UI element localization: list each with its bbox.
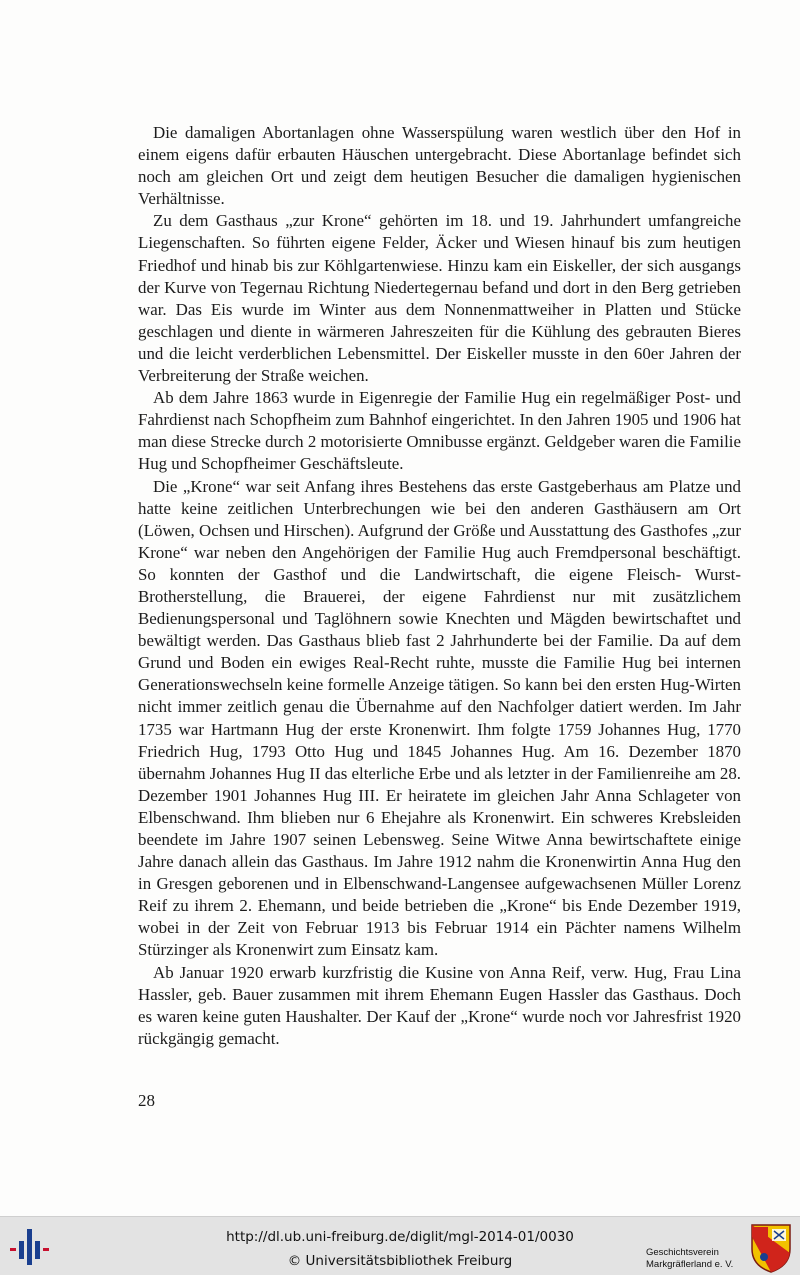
society-name [646,1247,746,1271]
society-name-line1: Geschichtsverein [646,1247,719,1258]
ub-freiburg-logo-icon[interactable] [10,1227,52,1267]
page-number: 28 [138,1091,155,1110]
paragraph-1: Die damaligen Abortanlagen ohne Wasserspülung waren westlich über den Hof in einem eigens dafür erbauten Häuschen untergebracht. Diese Abortanlage befindet sich noch am gleichen Ort und zeigt dem heutigen Besucher die damaligen hygienischen Verhältnisse. [138,123,741,209]
paragraph-4: Die „Krone“ war seit Anfang ihres Bestehens das erste Gastgeberhaus am Platze und hatte keine zeitlichen Unterbrechungen wie bei den anderen Gasthäusern am Ort (Löwen, Ochsen und Hirschen). Aufgrund der Größe und Ausstattung des Gasthofes „zur Krone“ war neben den Angehörigen der Familie Hug auch Fremdpersonal beschäftigt. So konnten der Gasthof und die Landwirtschaft, die eigene Fleisch- Wurst- Brotherstellung, die Brauerei, der eigene Fahrdienst nur mit zusätzlichem Bedienungspersonal und Taglöhnern sowie Knechten und Mägden bewirtschaftet und bewältigt werden. Das Gasthaus blieb fast 2 Jahrhunderte bei der Familie. Da auf dem Grund und Boden ein ewiges Real-Recht ruhte, musste die Familie Hug bei internen Generationswechseln keine formelle Anzeige tätigen. So kann bei den ersten Hug-Wirten nicht immer zeitlich genau die Übernahme auf den Nachfolger datiert werden. Im Jahr 1735 war Hartmann Hug der erste Kronenwirt. Ihm folgte 1759 Johannes Hug, 1770 Friedrich Hug, 1793 Otto Hug und 1845 Johannes Hug. Am 16. Dezember 1870 übernahm Johannes Hug II das elterliche Erbe und als letzter in der Familienreihe am 28. Dezember 1901 Johannes Hug III. Er heiratete im gleichen Jahr Anna Schlageter von Elbenschwand. Ihm blieben nur 6 Ehejahre als Kronenwirt. Ein schweres Krebsleiden beendete im Jahre 1907 seinen Lebensweg. Seine Witwe Anna bewirtschaftete einige Jahre danach allein das Gasthaus. Im Jahre 1912 nahm die Kronenwirtin Anna Hug den in Gresgen geborenen und in Elbenschwand-Langensee aufgewachsenen Müller Lorenz Reif zu ihrem 2. Ehemann, und beide betrieben die „Krone“ bis Ende Dezember 1919, wobei in der Zeit von Februar 1913 bis Februar 1914 ein Pächter namens Wilhelm Stürzinger als Kronenwirt zum Einsatz kam. [138,476,741,960]
body-text [138,122,741,1050]
paragraph-5: Ab Januar 1920 erwarb kurzfristig die Kusine von Anna Reif, verw. Hug, Frau Lina Hassler, geb. Bauer zusammen mit ihrem Ehemann Eugen Hassler das Gasthaus. Doch es waren keine guten Haushalter. Der Kauf der „Krone“ wurde noch vor Jahresfrist 1920 rückgängig gemacht. [138,962,741,1048]
paragraph-2: Zu dem Gasthaus „zur Krone“ gehörten im 18. und 19. Jahrhundert umfangreiche Liegenschaften. So führten eigene Felder, Äcker und Wiesen hinauf bis zum heutigen Friedhof und hinab bis zur Köhlgartenwiese. Hinzu kam ein Eiskeller, der sich ausgangs der Kurve von Tegernau Richtung Niedertegernau befand und dort in den Berg getrieben war. Das Eis wurde im Winter aus dem Nonnenmattweiher in Platten und Stücke geschlagen und diente in wärmeren Jahreszeiten für die Kühlung des gebrauten Bieres und die leicht verderblichen Lebensmittel. Der Eiskeller musste in den 60er Jahren der Verbreiterung der Straße weichen. [138,211,741,386]
permalink-url[interactable]: http://dl.ub.uni-freiburg.de/diglit/mgl-2014-01/0030 [226,1229,574,1245]
paragraph-3: Ab dem Jahre 1863 wurde in Eigenregie der Familie Hug ein regelmäßiger Post- und Fahrdienst nach Schopfheim zum Bahnhof eingerichtet. In den Jahren 1905 und 1906 hat man diese Strecke durch 2 motorisierte Omnibusse ergänzt. Geldgeber waren die Familie Hug und Schopfheimer Geschäftsleute. [138,388,741,474]
society-name-line2: Markgräflerland e. V. [646,1259,734,1270]
viewer-footer [0,1216,800,1275]
copyright-notice: © Universitätsbibliothek Freiburg [287,1253,513,1269]
coat-of-arms-icon [750,1223,792,1273]
